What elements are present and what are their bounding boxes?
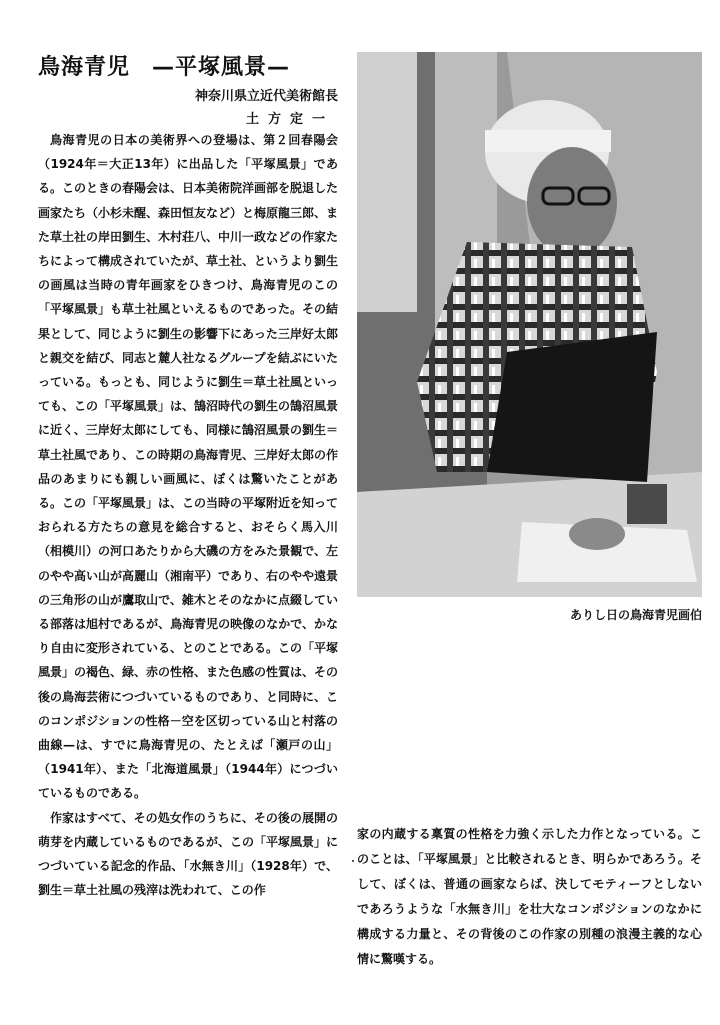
body-paragraph: 作家はすべて、その処女作のうちに、その後の展開の萌芽を内蔵しているものであるが、この「平塚風景」につづいている記念的作品、「水無き川」（1928年）で、劉生＝草土社風の残滓は洗われて、この作: [38, 810, 339, 898]
author-affiliation: 神奈川県立近代美術館長: [194, 89, 338, 104]
body-paragraph: 鳥海青児の日本の美術界への登場は、第２回春陽会（1924年＝大正13年）に出品した「平塚風景」である。このときの春陽会は、日本美術院洋画部を脱退した画家たち（小杉未醒、森田恒友など）と梅原龍三郎、また草土社の岸田劉生、木村荘八、中川一政などの作家たちによって構成されていたが、草土社、というより劉生の画風は当時の青年画家をひきつけ、鳥海青児のこの「平塚風景」も草土社風といえるものであった。その結果として、同じように劉生の影響下にあった三岸好太郎と親交を結び、同志と麓人社なるグループを結ぶにいたっている。もっとも、同じように劉生＝草土社風といっても、この「平塚風景」は、鵠沼時代の劉生の鵠沼風景に近く、三岸好太郎にしても、同様に鵠沼風景の劉生＝草土社風であり、この時期の鳥海青児、三岸好太郎の作品のあまりにも親しい画風に、ぼくは驚いたことがある。この「平塚風景」は、この当時の平塚附近を知っておられる方たちの意見を総合すると、おそらく馬入川（相模川）の河口あたりから大磯の方をみた景観で、左のやや高い山が高麗山（湘南平）であり、右のやや遠景の三角形の山が鷹取山で、雑木とそのなかに点綴している部落は旭村であるが、鳥海青児の映像のなかで、かなり自由に変形されている、とのことである。この「平塚風景」の褐色、緑、赤の性格、また色感の性質は、その後の鳥海芸術につづいているものであり、と同時に、このコンポジションの性格－空を区切っている山と村落の曲線—は、すでに鳥海青児の、たとえば「瀬戸の山」（1941年）、また「北海道風景」（1944年）につづいているものである。: [38, 133, 339, 801]
body-paragraph: 家の内蔵する稟質の性格を力強く示した力作となっている。このことは、「平塚風景」と比較されるとき、明らかであろう。そして、ぼくは、普通の画家ならば、決してモティーフとしないであろうような「水無き川」を壮大なコンポジションのなかに構成する力量と、その背後のこの作家の別種の浪漫主義的な心情に驚嘆する。: [357, 827, 702, 966]
page-mark: [352, 860, 354, 862]
photo-caption: ありし日の鳥海青児画伯: [569, 608, 702, 622]
portrait-photo: [357, 52, 702, 597]
photograph-painter-icon: [357, 52, 702, 597]
body-column-left: [38, 128, 338, 903]
author-name: 土方定一: [245, 112, 334, 127]
title-main: 鳥海青児: [38, 55, 131, 80]
article-title: [38, 50, 290, 81]
body-column-right: [357, 822, 702, 972]
title-subtitle: —平塚風景—: [152, 55, 291, 80]
